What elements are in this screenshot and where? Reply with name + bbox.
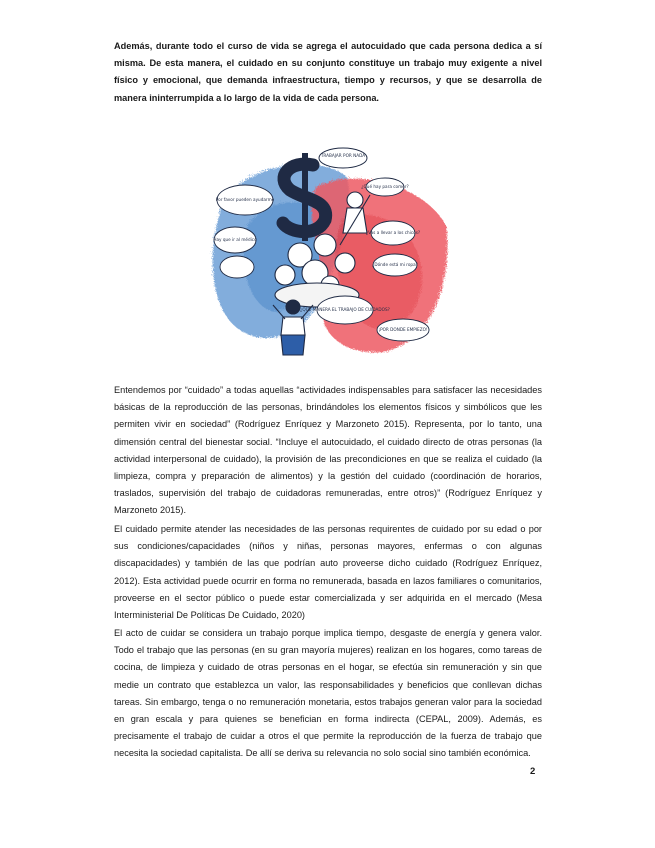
bubble-text: ¡POR DONDE EMPIEZO! xyxy=(378,327,428,332)
bubble-text: ¿QUÉ MANERA EL TRABAJO DE CUIDADOS? xyxy=(300,307,390,312)
paragraph-necesidades: El cuidado permite atender las necesidades de las personas requirentes de cuidado por su edad o por sus condiciones/capacidades (niños y niñas, personas mayores, enfermas o con algunas discapacidades) y también de las que podrían auto proveerse dicho cuidado (Rodríguez Enríquez, 2012). Esta actividad puede ocurrir en forma no remunerada, basada en lazos familiares o comunitarios, proveerse en el sector público o puede estar comercializada y ser adquirida en el mercado (Mesa Interministerial De Políticas De Cuidado, 2020) xyxy=(114,524,542,621)
bubble-text: Hay que ir al médico xyxy=(213,237,257,242)
dollar-sign-icon xyxy=(283,153,326,241)
bubble-text: ¿Dónde está mi ropa? xyxy=(372,262,418,267)
bubble-text: ¿Qué hay para comer? xyxy=(361,184,409,189)
paragraph-autocuidado: Además, durante todo el curso de vida se agrega el autocuidado que cada persona dedica a sí misma. De esta manera, el cuidado en su conjunto constituye un trabajo muy exigente a nivel físico y emocional, que demanda infraestructura, tiempo y recursos, y que se desarrolla de manera ininterrumpida a lo largo de la vida de cada persona. xyxy=(114,41,542,103)
page-number: 2 xyxy=(530,766,536,777)
paragraph-definicion-cuidado: Entendemos por “cuidado” a todas aquellas “actividades indispensables para satisfacer las necesidades básicas de la reproducción de las personas, brindándoles los elementos físicos y simbólicos que les permiten vivir en sociedad” (Rodríguez Enríquez y Marzoneto 2015). Representa, por lo tanto, una dimensión central del bienestar social. “Incluye el autocuidado, el cuidado directo de otras personas (la actividad interpersonal de cuidado), la provisión de las precondiciones en que se realiza el cuidado (la limpieza, compra y preparación de alimentos) y la gestión del cuidado (coordinación de horarios, traslados, supervisión del trabajo de cuidadoras remuneradas, entre otros)” (Rodríguez Enríquez y Marzoneto 2015). xyxy=(114,385,542,516)
paragraph-trabajo: El acto de cuidar se considera un trabajo porque implica tiempo, desgaste de energía y genera valor. Todo el trabajo que las personas (en su gran mayoría mujeres) realizan en los hogares, como tareas de cocina, de limpieza y cuidado de otras personas en el hogar, se efectúa sin remuneración y sin que medie un contrato que establezca un valor, las responsabilidades y beneficios que conllevan dichas tareas. Sin embargo, tenga o no remuneración monetaria, estos trabajos generan valor para la sociedad en gran escala y para quienes se benefician en forma indirecta (CEPAL, 2009). Además, es precisamente el trabajo de cuidar a otros el que permite la reproducción de la fuerza de trabajo que necesita la sociedad capitalista. De allí se deriva su relevancia no solo social sino también económica. xyxy=(114,628,542,759)
bubble-text: Por favor pueden ayudarme xyxy=(215,197,275,202)
bubble-text: TRABAJAR POR NADA xyxy=(320,153,366,158)
care-work-illustration xyxy=(205,145,450,358)
bubble-text: ¿Vas a llevar a los chicos? xyxy=(365,230,421,235)
